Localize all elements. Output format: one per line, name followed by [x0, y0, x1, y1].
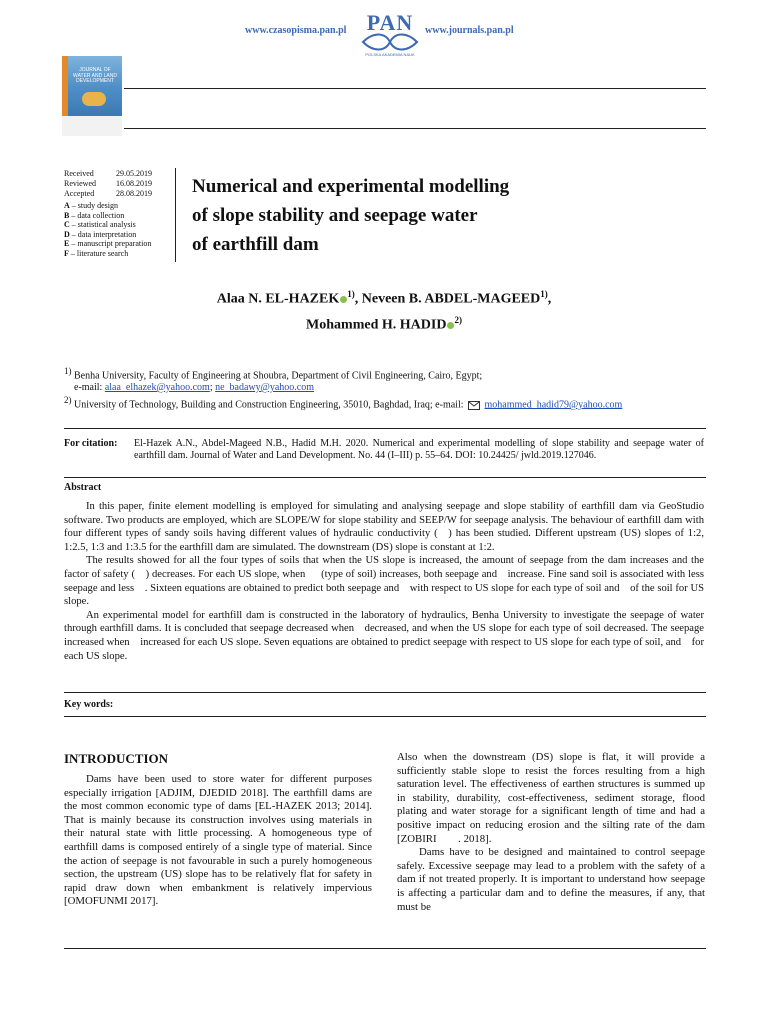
paper-title: Numerical and experimental modelling of slope stability and seepage water of earthfill dam — [192, 176, 510, 255]
date-accepted: Accepted 28.08.2019 — [64, 189, 152, 198]
contribution-c: C – statistical analysis — [64, 220, 136, 230]
author-contributions — [64, 201, 151, 259]
intro-right-column — [397, 751, 705, 914]
keywords-rule-bottom — [64, 716, 706, 717]
author-abdel-mageed: Neveen B. ABDEL-MAGEED — [361, 291, 541, 307]
introduction-heading: INTRODUCTION — [64, 751, 169, 766]
author-hadid: Mohammed H. HADID — [306, 317, 447, 333]
footer-rule — [64, 948, 706, 949]
journal-link-czasopisma[interactable]: www.czasopisma.pan.pl — [245, 25, 347, 36]
citation-text: El-Hazek A.N., Abdel-Mageed N.B., Hadid M.H. 2020. Numerical and experimental modelling of slope stability and seepage water of earthfill dam. Journal of Water and Land Development. No. 44 (I–III) p. 55–64. DOI: 10.24425/ jwld.2019.127046. — [134, 438, 704, 461]
header-rule-top — [124, 88, 706, 89]
abstract-paragraph: In this paper, finite element modelling is employed for simulating and analysing seepage and slope stability of earthfill dam via GeoStudio software. Two products are employed, which are SLOPE/W for slope stability and SEEP/W for seepage analysis. The behaviour of earthfill dam with four different types of sandy soils having different values of hydraulic conductivity ( ) has been studied. Different upstream (US) slopes of 1:2, 1:2.5, 1:3 and 1:3.5 for the earthfill dam are simulated. The downstream (DS) slope is constant at 1:2. — [64, 501, 704, 553]
pan-logo-text: PAN — [366, 10, 414, 35]
contribution-e: E – manuscript preparation — [64, 239, 152, 249]
authors-line-1: Alaa N. EL-HAZEK $^{1)}$, Neveen B. ABDEL-MAGEED$^{1)}$, — [216, 289, 552, 307]
contribution-b: B – data collection — [64, 210, 125, 220]
contribution-f: F – literature search — [64, 248, 129, 258]
envelope-icon — [468, 401, 480, 410]
citation-rule-top — [64, 428, 706, 429]
affiliation-1: $^{1)}$ Benha University, Faculty of Engineering at Shoubra, Department of Civil Engineering, Cairo, Egypt; e-mail: alaa_elhazek@yahoo.com; ne_badawy@yahoo.com — [64, 366, 483, 393]
authors-line-2: Mohammed H. HADID $^{2)}$ — [306, 315, 462, 333]
contribution-a: A – study design — [64, 201, 119, 210]
dates-block — [64, 169, 152, 199]
pan-logo-subtitle: POLSKA AKADEMIA NAUK — [365, 52, 415, 57]
date-received: Received 29.05.2019 — [64, 169, 152, 178]
intro-left-column — [64, 773, 372, 909]
infinity-swoosh-icon — [355, 32, 425, 52]
abstract-paragraph: An experimental model for earthfill dam is constructed in the laboratory of hydraulics, Benha University to investigate the seepage of water through earthfill dams. It is concluded that seepage decreased when decreased, and when the US slope for each type of soil decreased. The seepage increased when increased for each US slope. Seven equations are obtained to predict seepage with respect to US slope for each type of soil, and for each US slope. — [64, 609, 704, 662]
abstract-paragraph: The results showed for all the four types of soils that when the US slope is increased, the amount of seepage from the dam increases and the factor of safety ( ) decreases. For each US slope, when (type of soil) increases, both seepage and increase. Fine sand soil is associated with less seepage and less . Sixteen equations are obtained to predict both seepage and with respect to US slope for each type of soil and of the soil for US slope. — [64, 555, 704, 608]
email-link-elhazek[interactable]: alaa_elhazek@yahoo.com — [104, 381, 210, 393]
title-divider — [175, 168, 176, 262]
contribution-d: D – data interpretation — [64, 229, 137, 239]
intro-paragraph: Also when the downstream (DS) slope is flat, it will provide a sufficiently stable slope to resist the forces resulting from a high saturation level. The effectiveness of earthen structures is summed up in stability, durability, cost-effectiveness, sediment storage, flood plating and water storage for a significant length of time and had a positive impact on reducing erosion and the silting rate of the dam [ZOBIRI . 2018]. — [397, 751, 705, 845]
journal-link-journals[interactable]: www.journals.pan.pl — [425, 25, 514, 36]
intro-paragraph: Dams have to be designed and maintained to control seepage safely. Excessive seepage may lead to a problem with the safety of a dam if not treated properly. It is important to understand how seepage is affecting a particular dam and to define the measures, if any, that must be — [397, 846, 705, 913]
cover-footer — [62, 116, 122, 136]
header-rule-bottom — [124, 128, 706, 129]
keywords-rule-top — [64, 692, 706, 693]
citation-rule-bottom — [64, 477, 706, 478]
cover-illustration — [82, 92, 106, 106]
affiliation-2: $^{2)}$ University of Technology, Building and Construction Engineering, 35010, Baghdad, Iraq; e-mail: mohammed_hadid79@yahoo.com — [64, 395, 623, 411]
email-link-badawy[interactable]: ne_badawy@yahoo.com — [215, 381, 315, 393]
abstract-body — [64, 500, 704, 663]
author-el-hazek: Alaa N. EL-HAZEK — [216, 291, 340, 307]
cover-title: JOURNAL OF WATER AND LAND DEVELOPMENT — [73, 67, 117, 84]
journal-cover-image — [62, 56, 122, 136]
keywords-label: Key words: — [64, 699, 114, 710]
intro-paragraph: Dams have been used to store water for different purposes especially irrigation [ADJIM, DJEDID 2018]. The earthfill dams are the most common economic type of dams [EL-HAZEK 2013; 2014]. That is mainly because its construction involves using materials in their natural state with little processing. A homogeneous type of earthfill dams is composed entirely of a single type of material. Since the action of seepage is not favourable in such a purely homogeneous section, the upstream (US) slope has to be relatively flat for safety in rapid draw down when embankment is relatively impervious [OMOFUNMI 2017]. — [64, 773, 372, 908]
email-link-hadid[interactable]: mohammed_hadid79@yahoo.com — [484, 399, 623, 411]
abstract-heading: Abstract — [64, 482, 102, 493]
pan-logo — [355, 10, 425, 58]
date-reviewed: Reviewed 16.08.2019 — [64, 179, 152, 188]
citation-label: For citation: — [64, 438, 118, 449]
